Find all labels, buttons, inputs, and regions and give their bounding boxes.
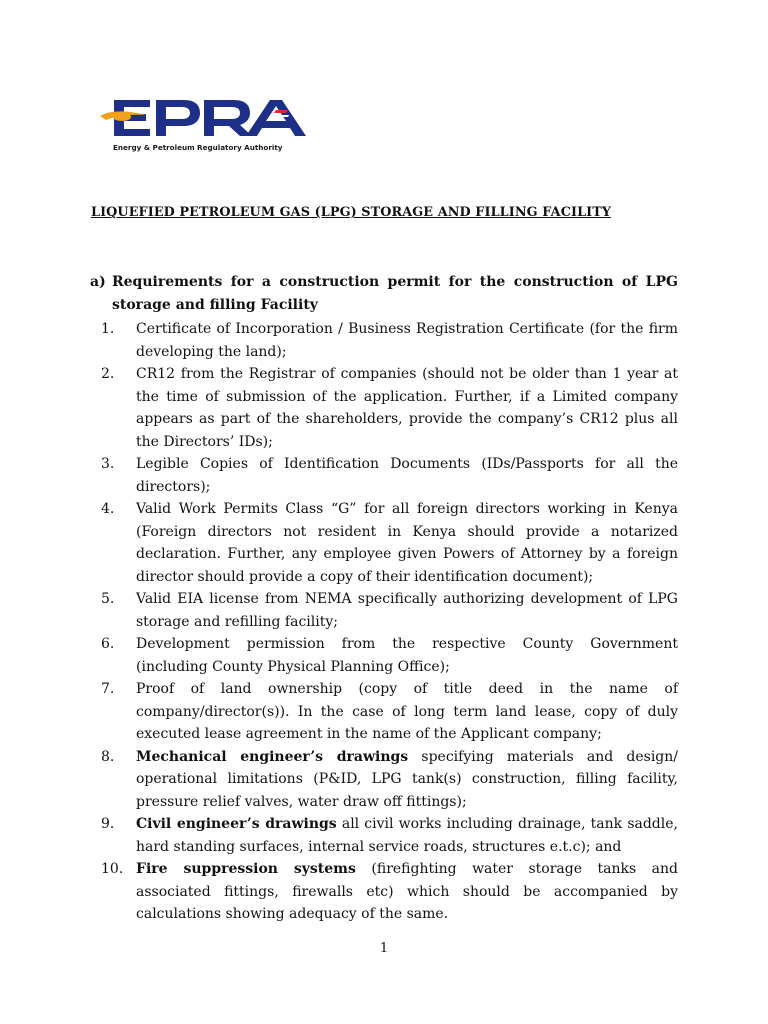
list-item — [90, 588, 678, 633]
list-item-text — [136, 813, 678, 858]
list-item-number — [90, 588, 136, 633]
list-item-body: Valid EIA license from NEMA specifically authorizing development of LPG storage and refilling facility; — [136, 591, 678, 630]
list-item-text — [136, 588, 678, 633]
list-item — [90, 498, 678, 588]
list-item-number-text: 1. — [101, 321, 115, 337]
page-number: 1 — [379, 941, 389, 956]
list-item-text — [136, 318, 678, 363]
list-item-number-text: 6. — [101, 636, 115, 652]
list-item-text — [136, 633, 678, 678]
list-item-number-text: 5. — [101, 591, 115, 607]
list-item-number — [90, 746, 136, 814]
list-item-emphasis: Mechanical engineer’s drawings — [136, 748, 409, 765]
list-item-emphasis: Fire suppression systems — [136, 861, 356, 877]
list-item-number — [90, 678, 136, 746]
list-item-number — [90, 498, 136, 588]
list-item-body: Proof of land ownership (copy of title deed in the name of company/director(s)). In the case of long term land lease, copy of duly executed lease agreement in the name of the Applicant company; — [136, 681, 678, 742]
section-marker: a) — [90, 274, 106, 290]
epra-logo-mark — [100, 96, 315, 144]
list-item — [90, 746, 678, 814]
epra-logo — [100, 96, 315, 156]
requirements-list — [90, 318, 678, 926]
list-item — [90, 318, 678, 363]
list-item-text — [136, 678, 678, 746]
list-item-number — [90, 318, 136, 363]
section-heading-text: Requirements for a construction permit for the construction of LPG storage and filling Facility — [112, 274, 678, 313]
list-item-body: specifying materials and design/ operational limitations (P&ID, LPG tank(s) construction, filling facility, pressure relief valves, water draw off fittings); — [136, 748, 678, 810]
list-item-number — [90, 633, 136, 678]
list-item-text — [136, 363, 678, 453]
list-item — [90, 633, 678, 678]
list-item-body: Legible Copies of Identification Documents (IDs/Passports for all the directors); — [136, 456, 678, 495]
list-item-number-text: 9. — [101, 816, 115, 832]
section-heading — [90, 271, 678, 316]
list-item-number — [90, 813, 136, 858]
list-item — [90, 363, 678, 453]
requirements-section — [90, 271, 678, 926]
list-item-number-text: 2. — [101, 366, 115, 382]
list-item — [90, 453, 678, 498]
list-item-text — [136, 498, 678, 588]
list-item-number-text: 3. — [101, 456, 115, 472]
list-item-body: Development permission from the respective County Government (including County Physical Planning Office); — [136, 636, 678, 675]
logo-subtitle: Energy & Petroleum Regulatory Authority — [113, 143, 283, 152]
list-item-body: CR12 from the Registrar of companies (should not be older than 1 year at the time of submission of the application. Further, if a Limited company appears as part of the shareholders, provide the company’s CR12 plus all the Directors’ IDs); — [136, 366, 678, 450]
list-item — [90, 678, 678, 746]
list-item-number-text: 10. — [101, 861, 124, 877]
list-item-number-text: 7. — [101, 681, 115, 697]
list-item-number — [90, 453, 136, 498]
list-item-number-text: 4. — [101, 501, 115, 517]
list-item — [90, 813, 678, 858]
list-item-number — [90, 858, 136, 926]
list-item-body: Valid Work Permits Class “G” for all foreign directors working in Kenya (Foreign directors not resident in Kenya should provide a notarized declaration. Further, any employee given Powers of Attorney by a foreign director should provide a copy of their identification document); — [136, 501, 678, 585]
list-item-text — [136, 453, 678, 498]
list-item-emphasis: Civil engineer’s drawings — [136, 816, 337, 832]
list-item-text — [136, 746, 678, 814]
list-item-body: Certificate of Incorporation / Business Registration Certificate (for the firm developing the land); — [136, 321, 678, 360]
list-item-number — [90, 363, 136, 453]
document-title: LIQUEFIED PETROLEUM GAS (LPG) STORAGE AND FILLING FACILITY — [91, 205, 612, 220]
list-item-number-text: 8. — [101, 748, 115, 765]
list-item — [90, 858, 678, 926]
list-item-text — [136, 858, 678, 926]
list-item-body: (firefighting water storage tanks and associated fittings, firewalls etc) which should be accompanied by calculations showing adequacy of the same. — [136, 861, 679, 922]
list-item-body: all civil works including drainage, tank saddle, hard standing surfaces, internal service roads, structures e.t.c); and — [136, 816, 678, 855]
